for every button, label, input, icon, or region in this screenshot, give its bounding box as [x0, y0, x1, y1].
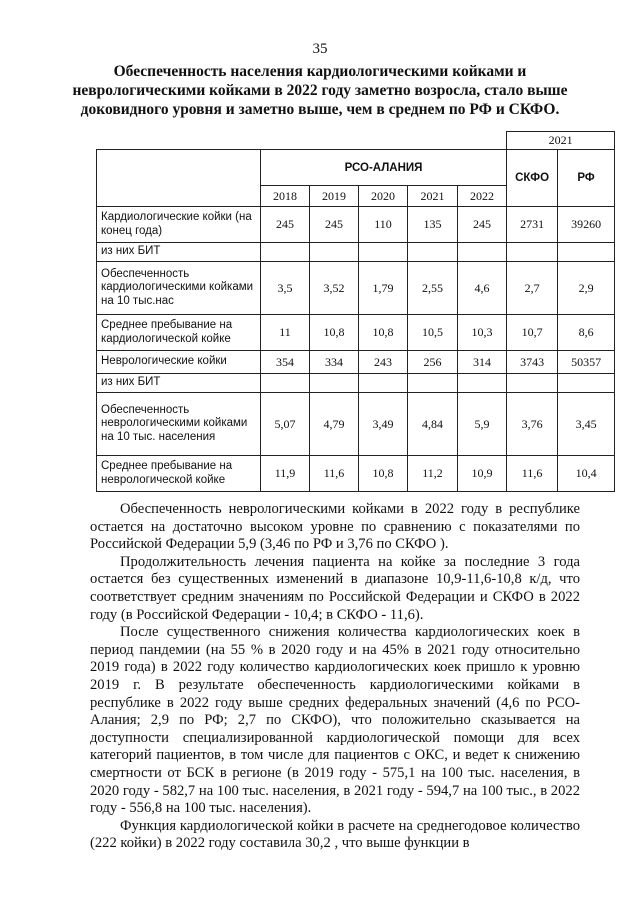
table-cell [359, 374, 408, 393]
table-cell: 8,6 [558, 315, 615, 351]
table-cell [261, 243, 310, 262]
table-cell [261, 374, 310, 393]
table-cell: 245 [310, 207, 359, 243]
paragraph: Функция кардиологической койки в расчете на среднегодовое количество (222 койки) в 2022 году составила 30,2 , что выше функции в [90, 817, 580, 852]
table-cell: 3,52 [310, 262, 359, 315]
table-cell: 10,8 [359, 315, 408, 351]
table-cell: 5,9 [458, 393, 507, 456]
table-cell: 2,9 [558, 262, 615, 315]
table-cell: 243 [359, 351, 408, 374]
table-cell: 11,2 [408, 456, 458, 492]
table-cell: 4,79 [310, 393, 359, 456]
table-cell: 3743 [507, 351, 558, 374]
table-row [97, 207, 615, 243]
body-text [90, 501, 580, 853]
table-cell [458, 374, 507, 393]
table-cell: 135 [408, 207, 458, 243]
row-label: из них БИТ [97, 374, 261, 393]
table-cell: 10,3 [458, 315, 507, 351]
table-row [97, 456, 615, 492]
header-year: 2019 [310, 186, 359, 207]
table-row [97, 262, 615, 315]
table-cell: 11,9 [261, 456, 310, 492]
paragraph: Продолжительность лечения пациента на койке за последние 3 года остается без существенных изменений в диапазоне 10,9-11,6-10,8 к/д, что соответствует средним значениям по Российской Федерации и СКФО в 2022 году (в Российской Федерации - 10,4; в СКФО - 11,6). [90, 553, 580, 623]
header-year-2021: 2021 [507, 132, 615, 150]
table-cell: 245 [458, 207, 507, 243]
header-year: 2022 [458, 186, 507, 207]
table-cell: 5,07 [261, 393, 310, 456]
table-cell [507, 374, 558, 393]
table-cell: 314 [458, 351, 507, 374]
table-cell: 10,8 [310, 315, 359, 351]
table-cell: 256 [408, 351, 458, 374]
table-cell [408, 374, 458, 393]
table-row [97, 351, 615, 374]
row-label: из них БИТ [97, 243, 261, 262]
table-cell: 110 [359, 207, 408, 243]
table-cell: 354 [261, 351, 310, 374]
table-cell [310, 243, 359, 262]
table-cell [359, 243, 408, 262]
table-cell: 2,55 [408, 262, 458, 315]
table-cell: 1,79 [359, 262, 408, 315]
table-cell: 3,5 [261, 262, 310, 315]
table-cell: 2,7 [507, 262, 558, 315]
paragraph: Обеспеченность неврологическими койками в 2022 году в республике остается на достаточно высоком уровне по сравнению с показателями по Российской Федерации 5,9 (3,46 по РФ и 3,76 по СКФО ). [90, 501, 580, 553]
table-cell: 11 [261, 315, 310, 351]
table-cell: 10,7 [507, 315, 558, 351]
table-cell: 11,6 [310, 456, 359, 492]
table-cell: 334 [310, 351, 359, 374]
table-cell: 3,49 [359, 393, 408, 456]
header-empty-cell [97, 150, 261, 207]
header-year: 2018 [261, 186, 310, 207]
table-cell: 245 [261, 207, 310, 243]
table-cell: 2731 [507, 207, 558, 243]
paragraph: После существенного снижения количества кардиологических коек в период пандемии (на 55 % в 2020 году и на 45% в 2021 году относительно 2019 года) в 2022 году количество кардиологических коек пришло к уровню 2019 г. В результате обеспеченность кардиологическими койками в республике в 2022 году выше средних федеральных значений (4,6 по РСО-Алания; 2,9 по РФ; 2,7 по СКФО), что положительно сказывается на доступности специализированной кардиологической помощи для всех категорий пациентов, в том числе для пациентов с ОКС, и ведет к снижению смертности от БСК в регионе (в 2019 году - 575,1 на 100 тыс. населения, в 2020 году - 582,7 на 100 тыс. населения, в 2021 году - 594,7 на 100 тыс., в 2022 году - 556,8 на 100 тыс. населения). [90, 624, 580, 817]
table-row [97, 243, 615, 262]
row-label: Неврологические койки [97, 351, 261, 374]
row-label: Обеспеченность кардиологическими койками на 10 тыс.нас [97, 262, 261, 315]
table-cell [558, 374, 615, 393]
page-title: Обеспеченность населения кардиологическими койками и неврологическими койками в 2022 году заметно возросла, стало выше доковидного уровня и заметно выше, чем в среднем по РФ и СКФО. [72, 63, 568, 118]
table-cell: 3,76 [507, 393, 558, 456]
table-cell [408, 243, 458, 262]
table-cell [507, 243, 558, 262]
table-cell [558, 243, 615, 262]
row-label: Кардиологические койки (на конец года) [97, 207, 261, 243]
table-cell: 10,4 [558, 456, 615, 492]
table-cell [310, 374, 359, 393]
page-number: 35 [312, 41, 328, 57]
table-row [97, 315, 615, 351]
statistics-table [96, 131, 615, 492]
table-cell: 50357 [558, 351, 615, 374]
table-row [97, 393, 615, 456]
table-cell [458, 243, 507, 262]
table-cell: 10,9 [458, 456, 507, 492]
table-cell: 39260 [558, 207, 615, 243]
header-skfo: СКФО [507, 150, 558, 207]
header-year: 2021 [408, 186, 458, 207]
header-year: 2020 [359, 186, 408, 207]
header-region: РСО-АЛАНИЯ [261, 150, 507, 186]
row-label: Обеспеченность неврологическими койками на 10 тыс. населения [97, 393, 261, 456]
table-cell: 11,6 [507, 456, 558, 492]
table-row [97, 374, 615, 393]
row-label: Среднее пребывание на кардиологической койке [97, 315, 261, 351]
row-label: Среднее пребывание на неврологической койке [97, 456, 261, 492]
table-cell: 4,6 [458, 262, 507, 315]
table-cell: 4,84 [408, 393, 458, 456]
table-cell: 10,8 [359, 456, 408, 492]
table-cell: 10,5 [408, 315, 458, 351]
table-cell: 3,45 [558, 393, 615, 456]
header-rf: РФ [558, 150, 615, 207]
